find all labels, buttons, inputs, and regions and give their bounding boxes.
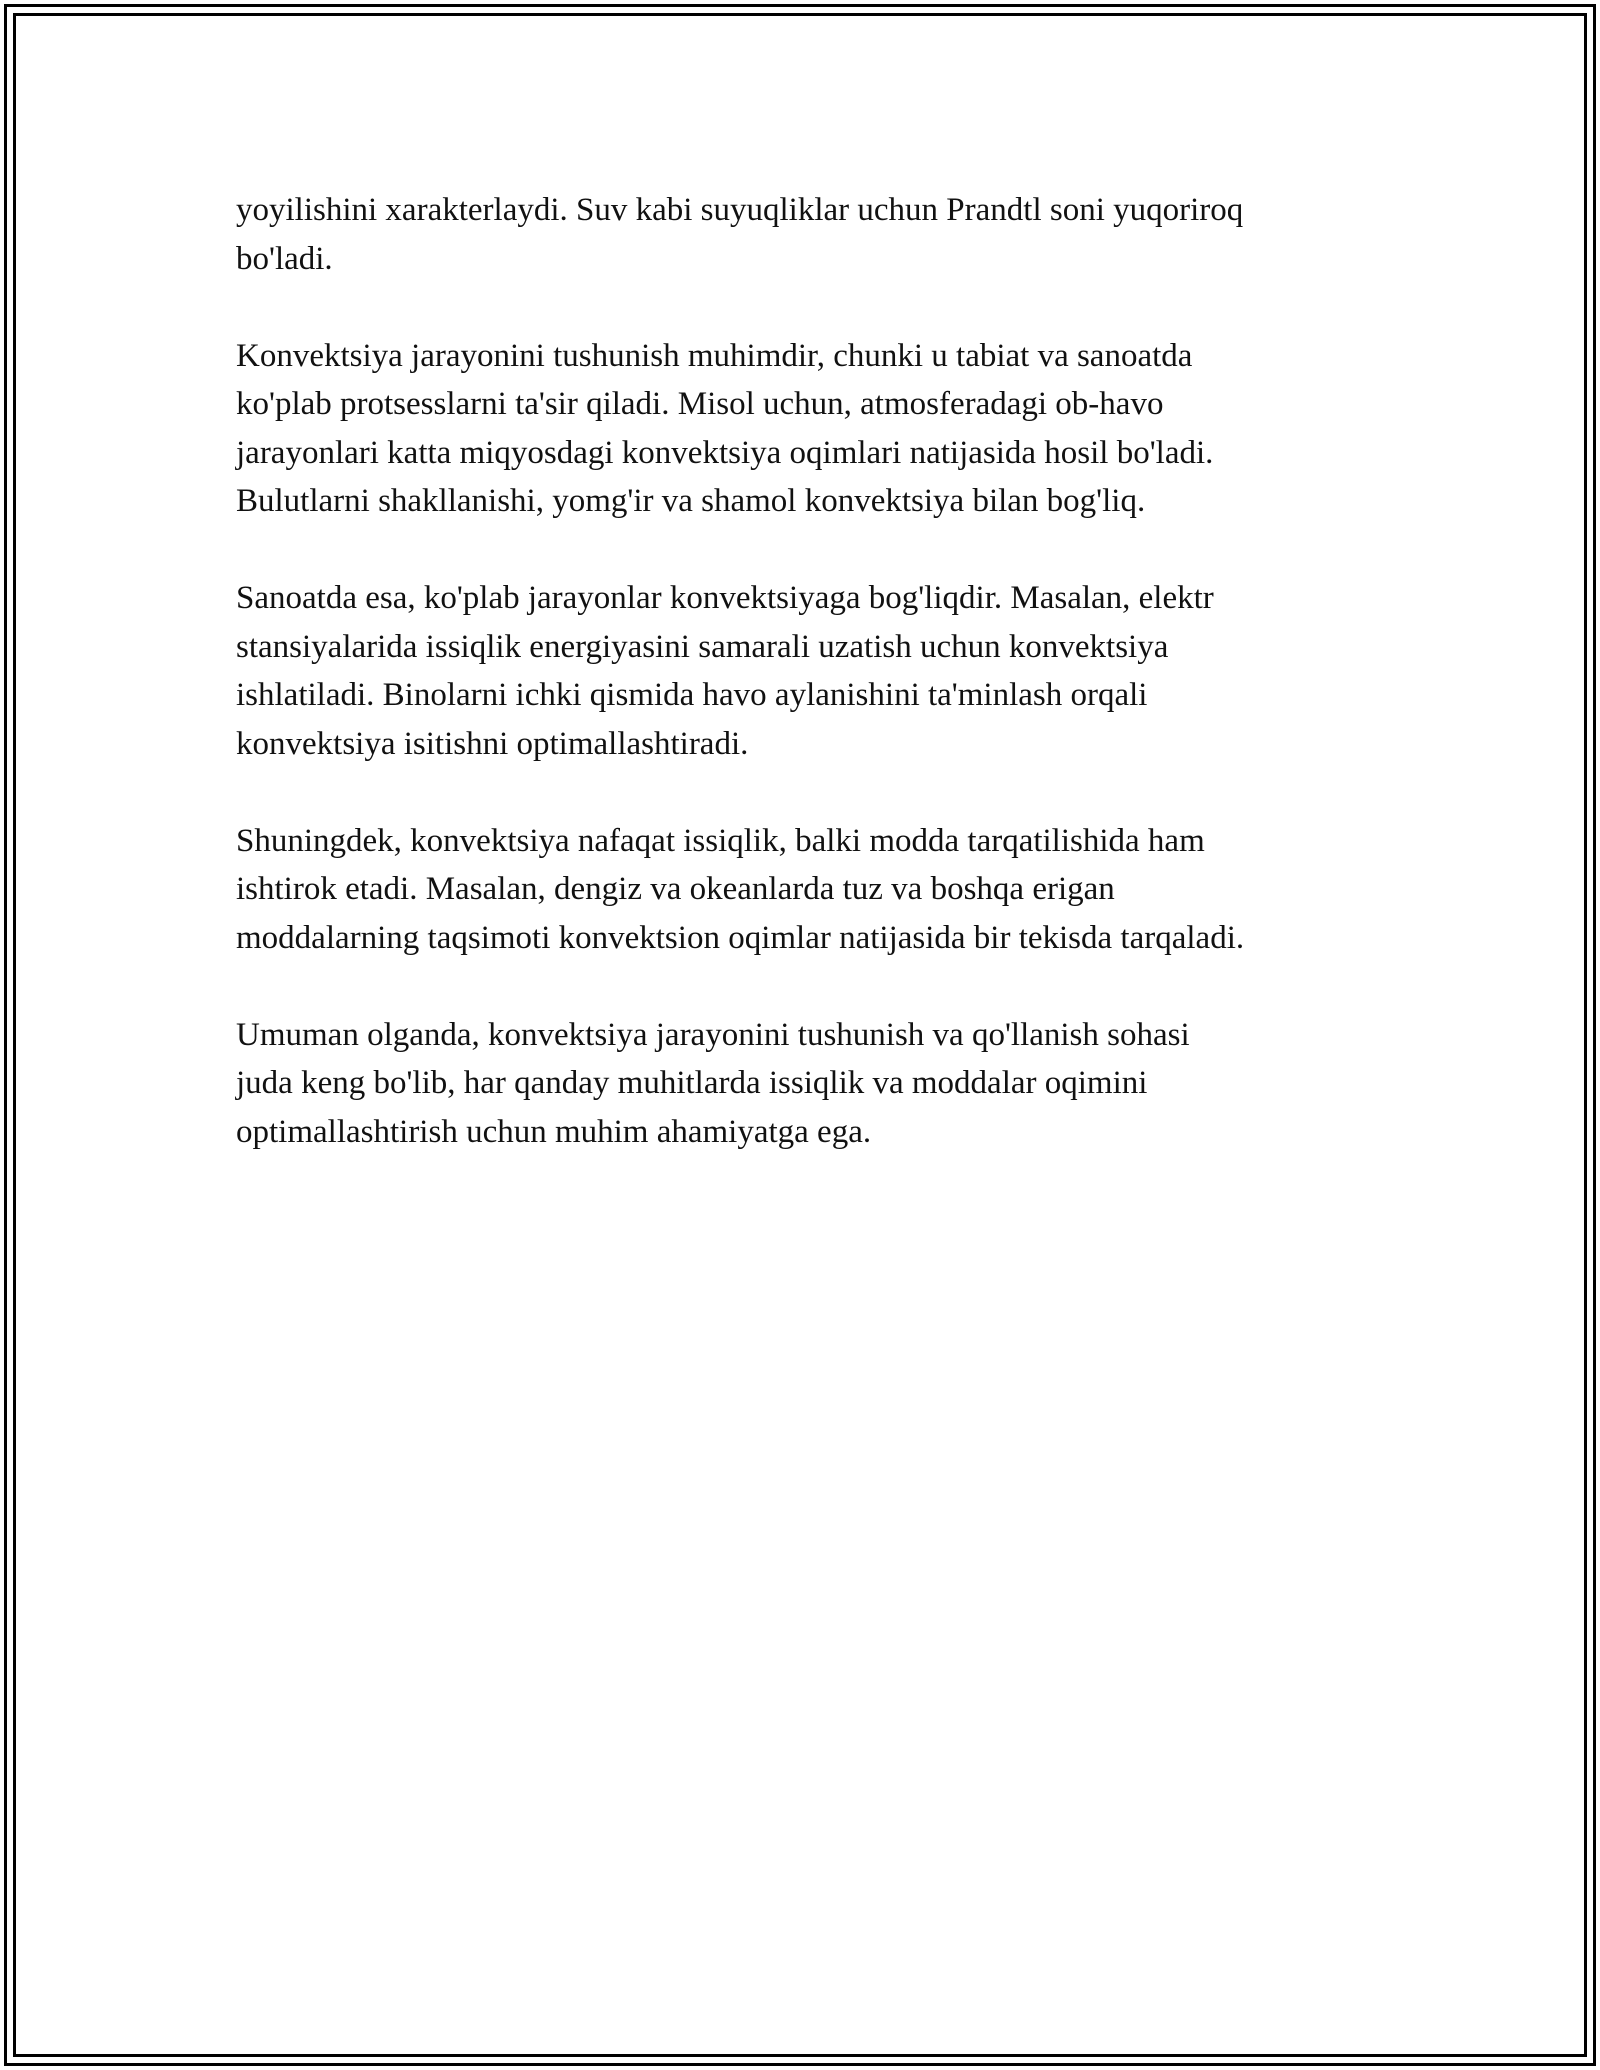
document-body bbox=[236, 186, 1366, 1205]
text-line: konvektsiya isitishni optimallashtiradi. bbox=[236, 725, 749, 762]
text-line: juda keng bo'lib, har qanday muhitlarda issiqlik va moddalar oqimini bbox=[236, 1065, 1148, 1101]
text-line: optimallashtirish uchun muhim ahamiyatga ega. bbox=[236, 1113, 872, 1150]
text-line: moddalarning taqsimoti konvektsion oqimlar natijasida bir tekisda tarqaladi. bbox=[236, 919, 1245, 956]
text-line: ko'plab protsesslarni ta'sir qiladi. Misol uchun, atmosferadagi ob-havo bbox=[236, 386, 1164, 422]
paragraph-2 bbox=[236, 332, 1366, 526]
text-line: Bulutlarni shakllanishi, yomg'ir va shamol konvektsiya bilan bog'liq. bbox=[236, 483, 1146, 519]
text-line: Konvektsiya jarayonini tushunish muhimdir, chunki u tabiat va sanoatda bbox=[236, 337, 1193, 374]
text-line: Shuningdek, konvektsiya nafaqat issiqlik, balki modda tarqatilishida ham bbox=[236, 822, 1205, 859]
text-line: Umuman olganda, konvektsiya jarayonini tushunish va qo'llanish sohasi bbox=[236, 1016, 1190, 1053]
text-line: stansiyalarida issiqlik energiyasini samarali uzatish uchun konvektsiya bbox=[236, 628, 1169, 665]
text-line: ishtirok etadi. Masalan, dengiz va okeanlarda tuz va boshqa erigan bbox=[236, 871, 1115, 907]
text-line: yoyilishini xarakterlaydi. Suv kabi suyuqliklar uchun Prandtl soni yuqoriroq bbox=[236, 192, 1244, 228]
text-line: bo'ladi. bbox=[236, 240, 333, 277]
paragraph-4 bbox=[236, 817, 1366, 963]
text-line: ishlatiladi. Binolarni ichki qismida havo aylanishini ta'minlash orqali bbox=[236, 677, 1148, 713]
paragraph-3 bbox=[236, 574, 1366, 768]
paragraph-5 bbox=[236, 1011, 1366, 1157]
text-line: Sanoatda esa, ko'plab jarayonlar konvektsiyaga bog'liqdir. Masalan, elektr bbox=[236, 580, 1214, 616]
text-line: jarayonlari katta miqyosdagi konvektsiya oqimlari natijasida hosil bo'ladi. bbox=[236, 434, 1214, 471]
paragraph-1 bbox=[236, 186, 1366, 283]
